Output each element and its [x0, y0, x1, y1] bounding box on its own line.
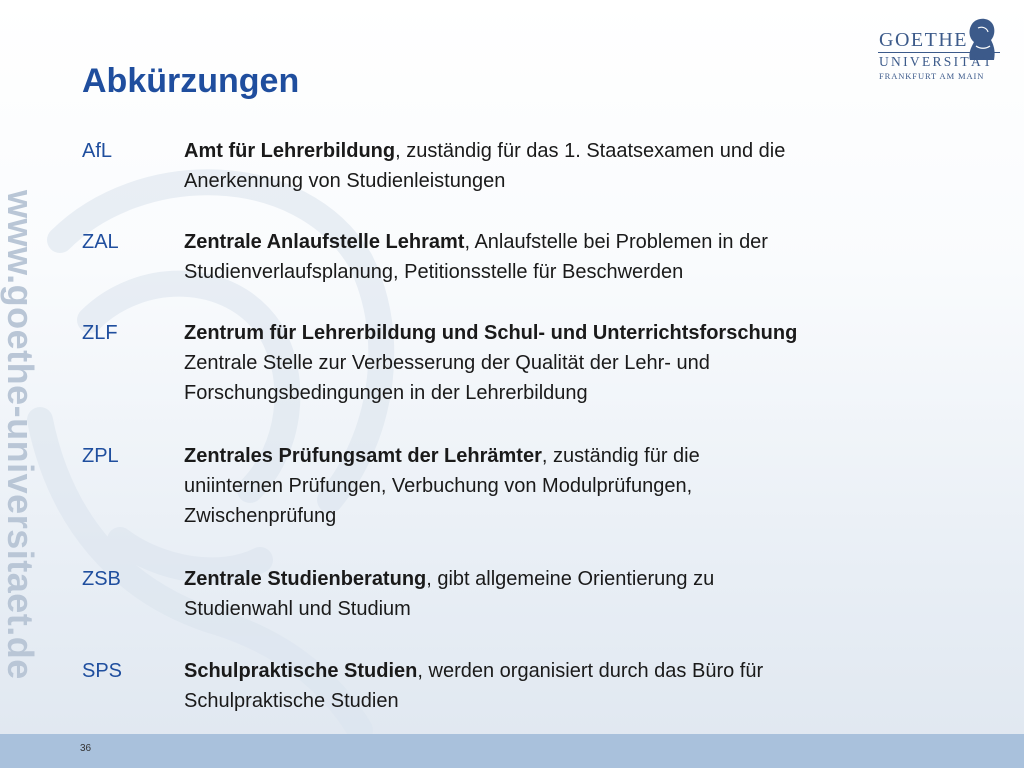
abbreviation-description-line: Zwischenprüfung: [184, 505, 337, 527]
goethe-university-logo: [878, 16, 1002, 82]
abbreviation-description-text: , zuständig für die: [541, 445, 700, 467]
abbreviation-term: Schulpraktische Studien: [184, 660, 418, 682]
abbreviation-description-line: Forschungsbedingungen in der Lehrerbildung: [184, 382, 588, 404]
abbreviation-term: Zentrale Anlaufstelle Lehramt: [184, 231, 465, 253]
abbreviation-code: AfL: [82, 140, 113, 162]
abbreviation-code: ZPL: [82, 445, 119, 467]
abbreviation-description-line: uniinternen Prüfungen, Verbuchung von Modulprüfungen,: [184, 475, 693, 497]
abbreviation-description: [184, 227, 984, 287]
page-number: 36: [80, 743, 92, 754]
abbreviation-description-line: Studienverlaufsplanung, Petitionsstelle für Beschwerden: [184, 261, 684, 283]
abbreviation-description-line: Zentrale Stelle zur Verbesserung der Qualität der Lehr- und: [184, 352, 710, 374]
portrait-watermark: [0, 120, 420, 740]
logo-divider: [878, 52, 1000, 53]
abbreviation-description: [184, 564, 984, 624]
abbreviation-description: [184, 318, 984, 408]
page-title: Abkürzungen: [82, 62, 300, 100]
footer-bar: [0, 734, 1024, 768]
abbreviation-term: Zentrale Studienberatung: [184, 568, 427, 590]
abbreviation-code: ZSB: [82, 568, 121, 590]
abbreviation-description-line: Anerkennung von Studienleistungen: [184, 170, 506, 192]
abbreviation-description-text: , werden organisiert durch das Büro für: [417, 660, 764, 682]
abbreviation-description-line: Schulpraktische Studien: [184, 690, 399, 712]
abbreviation-code: ZAL: [82, 231, 119, 253]
abbreviation-description-text: , gibt allgemeine Orientierung zu: [426, 568, 715, 590]
logo-goethe-text: GOETHE: [879, 29, 968, 51]
abbreviation-term: Zentrum für Lehrerbildung und Schul- und Unterrichtsforschung: [184, 322, 798, 344]
abbreviation-term: Zentrales Prüfungsamt der Lehrämter: [184, 445, 542, 467]
website-url-vertical: www.goethe-universitaet.de: [0, 190, 41, 680]
logo-city-text: FRANKFURT AM MAIN: [879, 71, 985, 81]
abbreviation-description-line: Studienwahl und Studium: [184, 598, 411, 620]
abbreviation-description: [184, 136, 984, 196]
abbreviation-term: Amt für Lehrerbildung: [184, 140, 396, 162]
abbreviation-description: [184, 656, 984, 716]
abbreviation-description-text: , zuständig für das 1. Staatsexamen und die: [395, 140, 786, 162]
abbreviation-description-text: , Anlaufstelle bei Problemen in der: [464, 231, 768, 253]
abbreviation-code: ZLF: [82, 322, 118, 344]
logo-university-text: UNIVERSITÄT: [879, 54, 994, 69]
abbreviation-code: SPS: [82, 660, 123, 682]
abbreviation-description: [184, 441, 984, 531]
